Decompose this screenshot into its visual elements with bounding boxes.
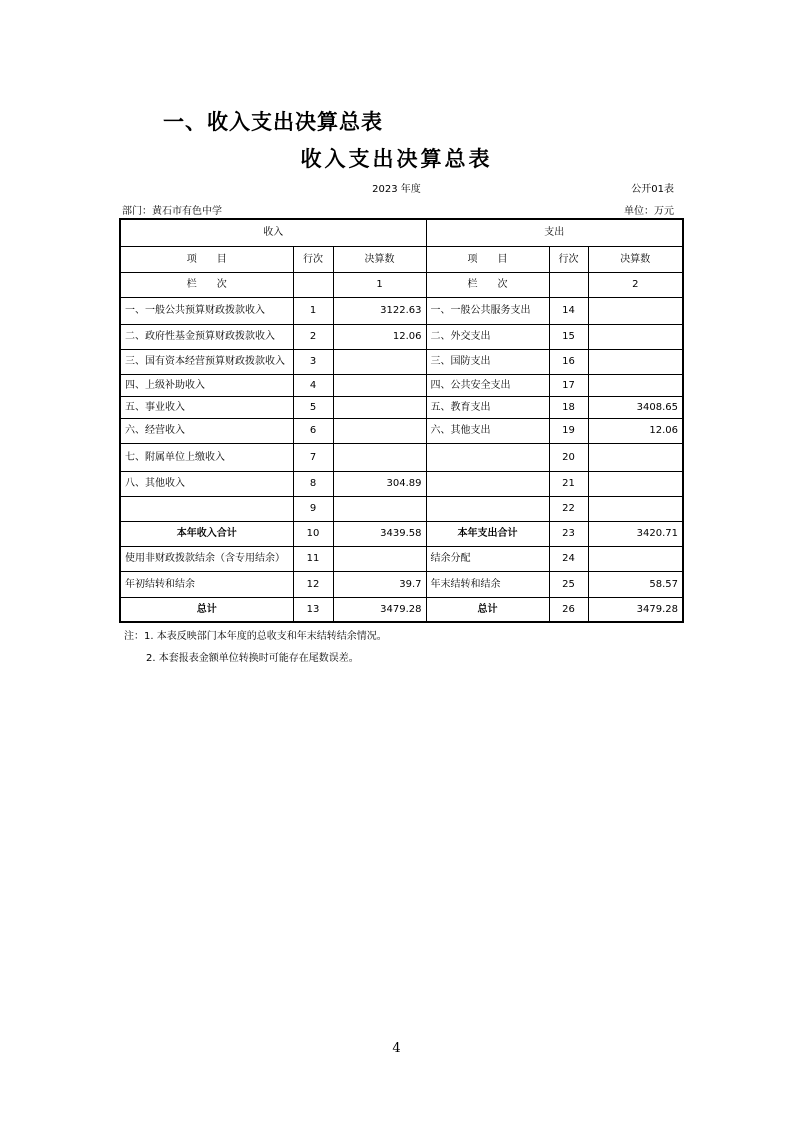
income-line-cell: 3 [293,349,333,374]
income-line-cell: 6 [293,418,333,443]
expense-line-cell: 24 [549,546,588,571]
expense-item-header: 项 目 [426,246,549,272]
income-column-label: 栏 次 [120,272,293,297]
income-line-cell: 11 [293,546,333,571]
form-number: 公开01表 [631,184,674,195]
section-title: 一、收入支出决算总表 [163,110,383,134]
table-row [120,571,683,597]
expense-amount-cell: 3420.71 [588,521,683,546]
expense-amount-cell [588,496,683,521]
table-row [120,443,683,471]
expense-line-cell: 19 [549,418,588,443]
income-line-cell: 5 [293,396,333,418]
expense-amount-cell: 3408.65 [588,396,683,418]
expense-amount-cell [588,324,683,349]
expense-header: 支出 [426,219,683,246]
expense-amount-cell: 58.57 [588,571,683,597]
income-amount-cell [333,374,426,396]
income-amount-cell [333,546,426,571]
expense-line-cell: 16 [549,349,588,374]
income-amount-cell [333,418,426,443]
income-column-number: 1 [333,272,426,297]
expense-column-number: 2 [588,272,683,297]
income-item-header: 项 目 [120,246,293,272]
income-line-cell: 12 [293,571,333,597]
expense-amount-cell: 12.06 [588,418,683,443]
expense-column-label: 栏 次 [426,272,549,297]
income-line-cell: 1 [293,297,333,324]
table-row [120,521,683,546]
expense-item-cell: 年末结转和结余 [426,571,549,597]
table-row [120,418,683,443]
expense-line-header: 行次 [549,246,588,272]
expense-line-cell: 20 [549,443,588,471]
income-amount-header: 决算数 [333,246,426,272]
income-amount-cell [333,496,426,521]
expense-line-cell: 14 [549,297,588,324]
expense-amount-cell: 3479.28 [588,597,683,622]
income-line-cell: 9 [293,496,333,521]
income-amount-cell: 3122.63 [333,297,426,324]
income-amount-cell: 304.89 [333,471,426,496]
expense-amount-cell [588,546,683,571]
expense-item-cell: 四、公共安全支出 [426,374,549,396]
expense-line-cell: 22 [549,496,588,521]
expense-item-cell: 六、其他支出 [426,418,549,443]
header-row-sections [120,219,683,246]
expense-item-cell [426,443,549,471]
empty-cell [293,272,333,297]
income-amount-cell: 3439.58 [333,521,426,546]
table-row [120,297,683,324]
expense-item-cell [426,496,549,521]
expense-line-cell: 25 [549,571,588,597]
income-amount-cell [333,349,426,374]
expense-amount-cell [588,297,683,324]
note-1: 注：1. 本表反映部门本年度的总收支和年末结转结余情况。 [124,631,387,642]
table-row [120,546,683,571]
expense-item-cell: 本年支出合计 [426,521,549,546]
expense-amount-cell [588,443,683,471]
expense-item-cell: 结余分配 [426,546,549,571]
income-amount-cell: 39.7 [333,571,426,597]
expense-line-cell: 21 [549,471,588,496]
income-amount-cell: 3479.28 [333,597,426,622]
table-row [120,396,683,418]
income-item-cell: 总计 [120,597,293,622]
unit-label: 单位：万元 [624,206,674,217]
income-item-cell: 本年收入合计 [120,521,293,546]
income-item-cell: 年初结转和结余 [120,571,293,597]
income-item-cell: 八、其他收入 [120,471,293,496]
fiscal-year: 2023 年度 [372,184,421,195]
header-row-columns [120,246,683,272]
note-2: 2. 本套报表金额单位转换时可能存在尾数误差。 [146,653,359,664]
income-line-cell: 7 [293,443,333,471]
income-item-cell: 一、一般公共预算财政拨款收入 [120,297,293,324]
income-item-cell: 七、附属单位上缴收入 [120,443,293,471]
income-item-cell: 五、事业收入 [120,396,293,418]
notes [124,626,387,670]
expense-item-cell: 总计 [426,597,549,622]
income-line-cell: 4 [293,374,333,396]
expense-item-cell: 一、一般公共服务支出 [426,297,549,324]
page-number: 4 [392,1041,401,1056]
expense-amount-cell [588,349,683,374]
expense-amount-cell [588,471,683,496]
income-item-cell: 使用非财政拨款结余（含专用结余） [120,546,293,571]
table-row [120,471,683,496]
table-row [120,349,683,374]
income-item-cell: 二、政府性基金预算财政拨款收入 [120,324,293,349]
income-item-cell: 三、国有资本经营预算财政拨款收入 [120,349,293,374]
department-label: 部门：黄石市有色中学 [122,206,222,217]
income-line-cell: 8 [293,471,333,496]
table-row [120,374,683,396]
expense-line-cell: 15 [549,324,588,349]
income-amount-cell: 12.06 [333,324,426,349]
column-number-row [120,272,683,297]
expense-line-cell: 17 [549,374,588,396]
table-row [120,324,683,349]
expense-line-cell: 18 [549,396,588,418]
income-item-cell: 四、上级补助收入 [120,374,293,396]
income-item-cell: 六、经营收入 [120,418,293,443]
income-line-cell: 2 [293,324,333,349]
income-amount-cell [333,396,426,418]
income-header: 收入 [120,219,426,246]
income-item-cell [120,496,293,521]
income-line-cell: 10 [293,521,333,546]
empty-cell [549,272,588,297]
table-title: 收入支出决算总表 [300,147,493,171]
table-row [120,597,683,622]
expense-line-cell: 26 [549,597,588,622]
income-amount-cell [333,443,426,471]
income-line-header: 行次 [293,246,333,272]
expense-amount-cell [588,374,683,396]
income-expense-table [119,218,684,623]
expense-item-cell [426,471,549,496]
expense-item-cell: 五、教育支出 [426,396,549,418]
income-line-cell: 13 [293,597,333,622]
table-row [120,496,683,521]
expense-item-cell: 三、国防支出 [426,349,549,374]
expense-item-cell: 二、外交支出 [426,324,549,349]
expense-amount-header: 决算数 [588,246,683,272]
expense-line-cell: 23 [549,521,588,546]
